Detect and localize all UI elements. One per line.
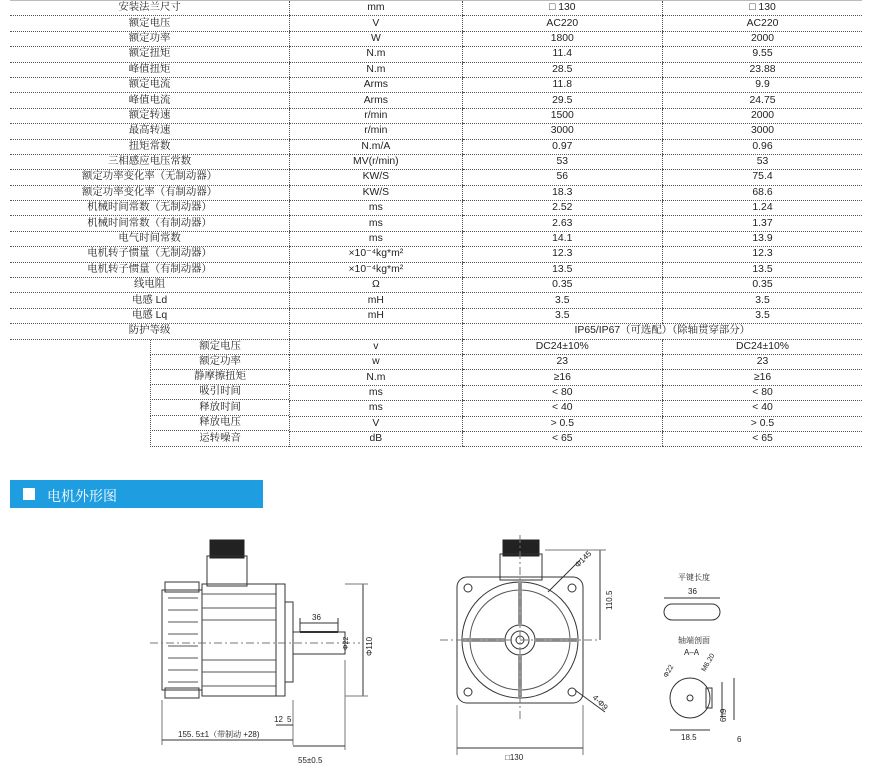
param-cell: 额定电压 — [150, 340, 289, 355]
param-cell: 额定功率 — [10, 31, 290, 46]
value-cell: 75.4 — [663, 170, 862, 185]
unit-cell: ms — [290, 201, 462, 216]
value-cell: 13.5 — [462, 262, 662, 277]
unit-cell: V — [290, 16, 462, 31]
table-row — [10, 324, 862, 339]
param-cell: 安装法兰尺寸 — [10, 1, 290, 16]
value-cell: 3.5 — [663, 293, 862, 308]
param-cell: 峰值电流 — [10, 93, 290, 108]
table-row — [10, 370, 862, 385]
spec-table — [10, 0, 862, 447]
unit-cell — [290, 324, 462, 339]
table-row — [10, 1, 862, 16]
param-cell: 释放电压 — [150, 416, 289, 431]
unit-cell: KW/S — [290, 170, 462, 185]
value-cell: 23.88 — [663, 62, 862, 77]
table-row — [10, 62, 862, 77]
shaft-section-view — [663, 572, 742, 744]
param-cell: 运转噪音 — [150, 432, 289, 447]
unit-cell: MV(r/min) — [290, 154, 462, 169]
param-cell: 峰值扭矩 — [10, 62, 290, 77]
value-cell: 9.55 — [663, 47, 862, 62]
blank-cell — [10, 370, 290, 385]
table-row — [10, 247, 862, 262]
unit-cell: N.m — [290, 370, 462, 385]
unit-cell: mH — [290, 308, 462, 323]
value-cell: 28.5 — [462, 62, 662, 77]
value-cell: 23 — [462, 355, 662, 370]
param-cell: 额定扭矩 — [10, 47, 290, 62]
value-cell: < 65 — [462, 432, 662, 447]
unit-cell: Arms — [290, 93, 462, 108]
unit-cell: N.m — [290, 62, 462, 77]
dim-12-label: 12 — [274, 715, 283, 724]
table-row — [10, 108, 862, 123]
table-row — [10, 216, 862, 231]
param-cell: 三相感应电压常数 — [10, 154, 290, 169]
value-cell: 0.97 — [462, 139, 662, 154]
value-cell: 12.3 — [462, 247, 662, 262]
table-row — [10, 231, 862, 246]
unit-cell: mm — [290, 1, 462, 16]
unit-cell: Arms — [290, 77, 462, 92]
unit-cell: V — [290, 416, 462, 431]
unit-cell: r/min — [290, 108, 462, 123]
section-185-label: 18.5 — [681, 733, 697, 742]
unit-cell: W — [290, 31, 462, 46]
table-row — [10, 47, 862, 62]
value-cell: 2.52 — [462, 201, 662, 216]
dim-5-label: 5 — [287, 715, 292, 724]
value-cell: 14.1 — [462, 231, 662, 246]
param-cell: 电机转子惯量（有制动器） — [10, 262, 290, 277]
param-cell: 电机转子惯量（无制动器） — [10, 247, 290, 262]
value-cell: 23 — [663, 355, 862, 370]
value-cell: 12.3 — [663, 247, 862, 262]
value-cell: < 65 — [663, 432, 862, 447]
holes-label: 4-Φ9 — [590, 693, 610, 713]
motor-outline-drawing — [0, 520, 873, 783]
value-cell: 29.5 — [462, 93, 662, 108]
value-cell: AC220 — [663, 16, 862, 31]
param-cell: 额定电压 — [10, 16, 290, 31]
blank-cell — [10, 355, 290, 370]
unit-cell: ms — [290, 385, 462, 400]
param-cell: 额定功率 — [150, 355, 289, 370]
blank-cell — [10, 339, 290, 355]
pilot-dia-label: Φ110 — [365, 636, 374, 656]
value-cell: 2000 — [663, 31, 862, 46]
value-cell: 1.24 — [663, 201, 862, 216]
value-cell: 3.5 — [462, 308, 662, 323]
unit-cell: mH — [290, 293, 462, 308]
param-cell: 线电阻 — [10, 278, 290, 293]
unit-cell: N.m/A — [290, 139, 462, 154]
section-6h9-label: 6h9 — [719, 708, 728, 722]
value-cell: 11.8 — [462, 77, 662, 92]
table-row — [10, 31, 862, 46]
param-cell: 静摩擦扭矩 — [150, 370, 289, 385]
unit-cell: ms — [290, 401, 462, 416]
value-cell: > 0.5 — [663, 416, 862, 431]
section-6-label: 6 — [737, 735, 742, 744]
value-cell: 24.75 — [663, 93, 862, 108]
unit-cell: ×10⁻⁴kg*m² — [290, 262, 462, 277]
unit-cell: w — [290, 355, 462, 370]
value-cell: < 40 — [663, 401, 862, 416]
key-title: 平键长度 — [678, 573, 710, 582]
table-row — [10, 139, 862, 154]
unit-cell: ms — [290, 216, 462, 231]
value-cell: AC220 — [462, 16, 662, 31]
param-cell: 电感 Ld — [10, 293, 290, 308]
front-view — [440, 535, 614, 762]
table-row — [10, 401, 862, 416]
value-cell: 53 — [663, 154, 862, 169]
blank-cell — [10, 432, 290, 447]
param-cell: 吸引时间 — [150, 385, 289, 400]
value-cell: ≥16 — [663, 370, 862, 385]
key-length-label: 36 — [312, 613, 321, 622]
value-cell: 2.63 — [462, 216, 662, 231]
unit-cell: dB — [290, 432, 462, 447]
section-label: 轴端剖面 — [678, 636, 710, 645]
value-cell: 1500 — [462, 108, 662, 123]
value-cell: 1800 — [462, 31, 662, 46]
table-row — [10, 77, 862, 92]
value-cell: 2000 — [663, 108, 862, 123]
value-cell: 9.9 — [663, 77, 862, 92]
param-cell: 电感 Lq — [10, 308, 290, 323]
value-cell: □ 130 — [462, 1, 662, 16]
value-cell: 3.5 — [462, 293, 662, 308]
table-row — [10, 416, 862, 431]
table-row — [10, 201, 862, 216]
value-cell: 0.96 — [663, 139, 862, 154]
table-row — [10, 432, 862, 447]
param-cell: 电气时间常数 — [10, 231, 290, 246]
value-cell: 0.35 — [663, 278, 862, 293]
value-cell: 13.9 — [663, 231, 862, 246]
value-cell: 68.6 — [663, 185, 862, 200]
param-cell: 额定转速 — [10, 108, 290, 123]
unit-cell: Ω — [290, 278, 462, 293]
unit-cell: v — [290, 339, 462, 355]
table-row — [10, 293, 862, 308]
param-cell: 防护等级 — [10, 324, 290, 339]
value-cell: 3000 — [462, 124, 662, 139]
section-dia-label: Φ22 — [662, 663, 676, 679]
side-view — [150, 540, 374, 765]
blank-cell — [10, 385, 290, 400]
table-row — [10, 262, 862, 277]
value-cell: 11.4 — [462, 47, 662, 62]
value-cell: 18.3 — [462, 185, 662, 200]
table-row — [10, 170, 862, 185]
section-square-icon — [23, 488, 35, 500]
param-cell: 额定电流 — [10, 77, 290, 92]
table-row — [10, 308, 862, 323]
value-cell: DC24±10% — [462, 339, 662, 355]
table-row — [10, 124, 862, 139]
section-title: 电机外形图 — [47, 488, 117, 504]
pcd-label: Φ145 — [573, 549, 594, 570]
value-cell: IP65/IP67（可选配）（除轴贯穿部分） — [462, 324, 862, 339]
value-cell: 56 — [462, 170, 662, 185]
table-row — [10, 385, 862, 400]
table-row — [10, 339, 862, 355]
value-cell: > 0.5 — [462, 416, 662, 431]
value-cell: ≥16 — [462, 370, 662, 385]
section-thread-label: M6.20 — [700, 652, 717, 673]
param-cell: 最高转速 — [10, 124, 290, 139]
value-cell: < 80 — [663, 385, 862, 400]
table-row — [10, 355, 862, 370]
table-row — [10, 16, 862, 31]
blank-cell — [10, 416, 290, 431]
param-cell: 机械时间常数（无制动器） — [10, 201, 290, 216]
value-cell: < 40 — [462, 401, 662, 416]
param-cell: 释放时间 — [150, 401, 289, 416]
flange-size-label: □130 — [505, 753, 524, 762]
height-label: 110.5 — [605, 590, 614, 610]
shaft-dia-label: Φ22 — [343, 636, 350, 650]
section-header — [10, 480, 263, 508]
value-cell: 53 — [462, 154, 662, 169]
value-cell: 13.5 — [663, 262, 862, 277]
value-cell: < 80 — [462, 385, 662, 400]
section-aa-label: A–A — [684, 648, 700, 657]
unit-cell: N.m — [290, 47, 462, 62]
table-row — [10, 278, 862, 293]
value-cell: 1.37 — [663, 216, 862, 231]
shaft-length-label: 55±0.5 — [298, 756, 323, 765]
value-cell: 3.5 — [663, 308, 862, 323]
key-36-label: 36 — [688, 587, 697, 596]
param-cell: 扭矩常数 — [10, 139, 290, 154]
table-row — [10, 185, 862, 200]
value-cell: DC24±10% — [663, 339, 862, 355]
table-row — [10, 93, 862, 108]
side-length-label: 155. 5±1（带制动 +28) — [178, 730, 260, 739]
unit-cell: KW/S — [290, 185, 462, 200]
param-cell: 额定功率变化率（有制动器） — [10, 185, 290, 200]
value-cell: 0.35 — [462, 278, 662, 293]
param-cell: 机械时间常数（有制动器） — [10, 216, 290, 231]
blank-cell — [10, 401, 290, 416]
param-cell: 额定功率变化率（无制动器） — [10, 170, 290, 185]
value-cell: 3000 — [663, 124, 862, 139]
value-cell: □ 130 — [663, 1, 862, 16]
unit-cell: ×10⁻⁴kg*m² — [290, 247, 462, 262]
unit-cell: r/min — [290, 124, 462, 139]
unit-cell: ms — [290, 231, 462, 246]
table-row — [10, 154, 862, 169]
